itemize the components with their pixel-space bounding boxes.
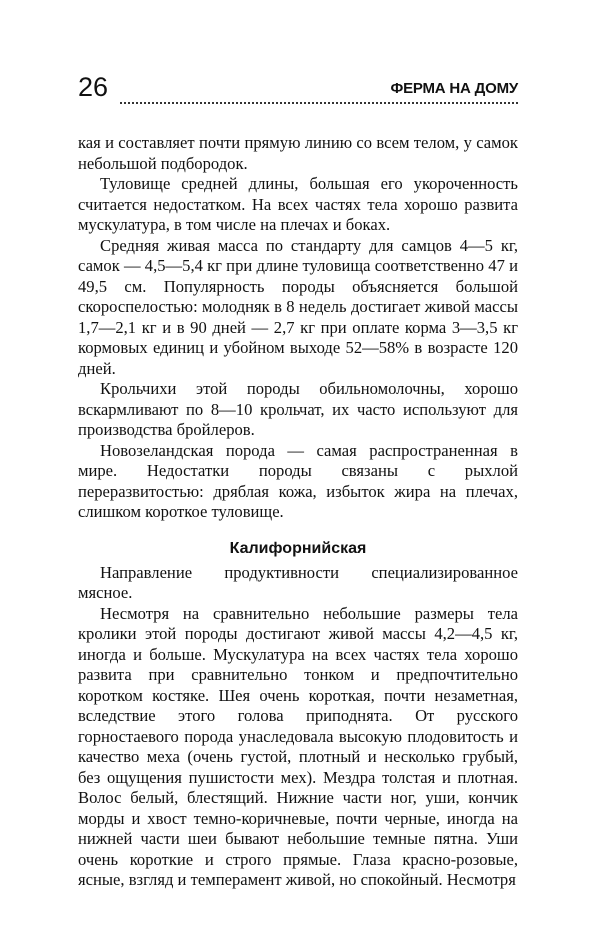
- paragraph-live-weight: Средняя живая масса по стандарту для самцов 4—5 кг, самок — 4,5—5,4 кг при длине туловища соответственно 47 и 49,5 см. Популярность породы объясняется большой скороспелостью: молодняк в 8 недель достигает живой массы 1,7—2,1 кг и в 90 дней — 2,7 кг при оплате корма 3—3,5 кг кормовых единиц и убойном выходе 52—58% в возрасте 120 дней.: [78, 235, 518, 378]
- paragraph-body-length: Туловище средней длины, большая его укороченность считается недостатком. На всех частях тела хорошо развита мускулатура, в том числе на плечах и боках.: [78, 174, 518, 234]
- section-heading: Калифорнийская: [229, 539, 367, 557]
- paragraph-does-milk: Крольчихи этой породы обильномолочны, хорошо вскармливают по 8—10 крольчат, их часто используют для производства бройлеров.: [78, 379, 518, 439]
- running-title: ФЕРМА НА ДОМУ: [390, 80, 518, 97]
- paragraph-newzealand-summary: Новозеландская порода — самая распространенная в мире. Недостатки породы связаны с рыхлой переразвитостью: дряблая кожа, избыток жира на плечах, слишком короткое туловище.: [78, 440, 518, 521]
- page-body: [78, 133, 518, 891]
- header-dotted-rule: [120, 102, 518, 104]
- paragraph-californian-description: Несмотря на сравнительно небольшие размеры тела кролики этой породы достигают живой массы 4,2—4,5 кг, иногда и больше. Мускулатура на всех частях тела хорошо развита при сравнительно тонком и предпочтительно коротком костяке. Шея очень короткая, почти незаметная, вследствие этого голова приподнята. От русского горностаевого порода унаследовала высокую плодовитость и качество меха (очень густой, плотный и несколько грубый, без ощущения пушистости мех). Мездра толстая и плотная. Волос белый, блестящий. Нижние части ног, уши, кончик морды и хвост темно-коричневые, почти черные, иногда на нижней части шеи бывают небольшие темные пятна. Уши очень короткие и строго прямые. Глаза красно-розовые, ясные, взгляд и темперамент живой, но спокойный. Несмотря: [78, 603, 518, 889]
- paragraph-continued: кая и составляет почти прямую линию со всем телом, у самок небольшой подбородок.: [78, 133, 518, 173]
- page-number: 26: [78, 72, 109, 102]
- paragraph-productivity: Направление продуктивности специализированное мясное.: [78, 562, 518, 602]
- page-header: [78, 72, 518, 112]
